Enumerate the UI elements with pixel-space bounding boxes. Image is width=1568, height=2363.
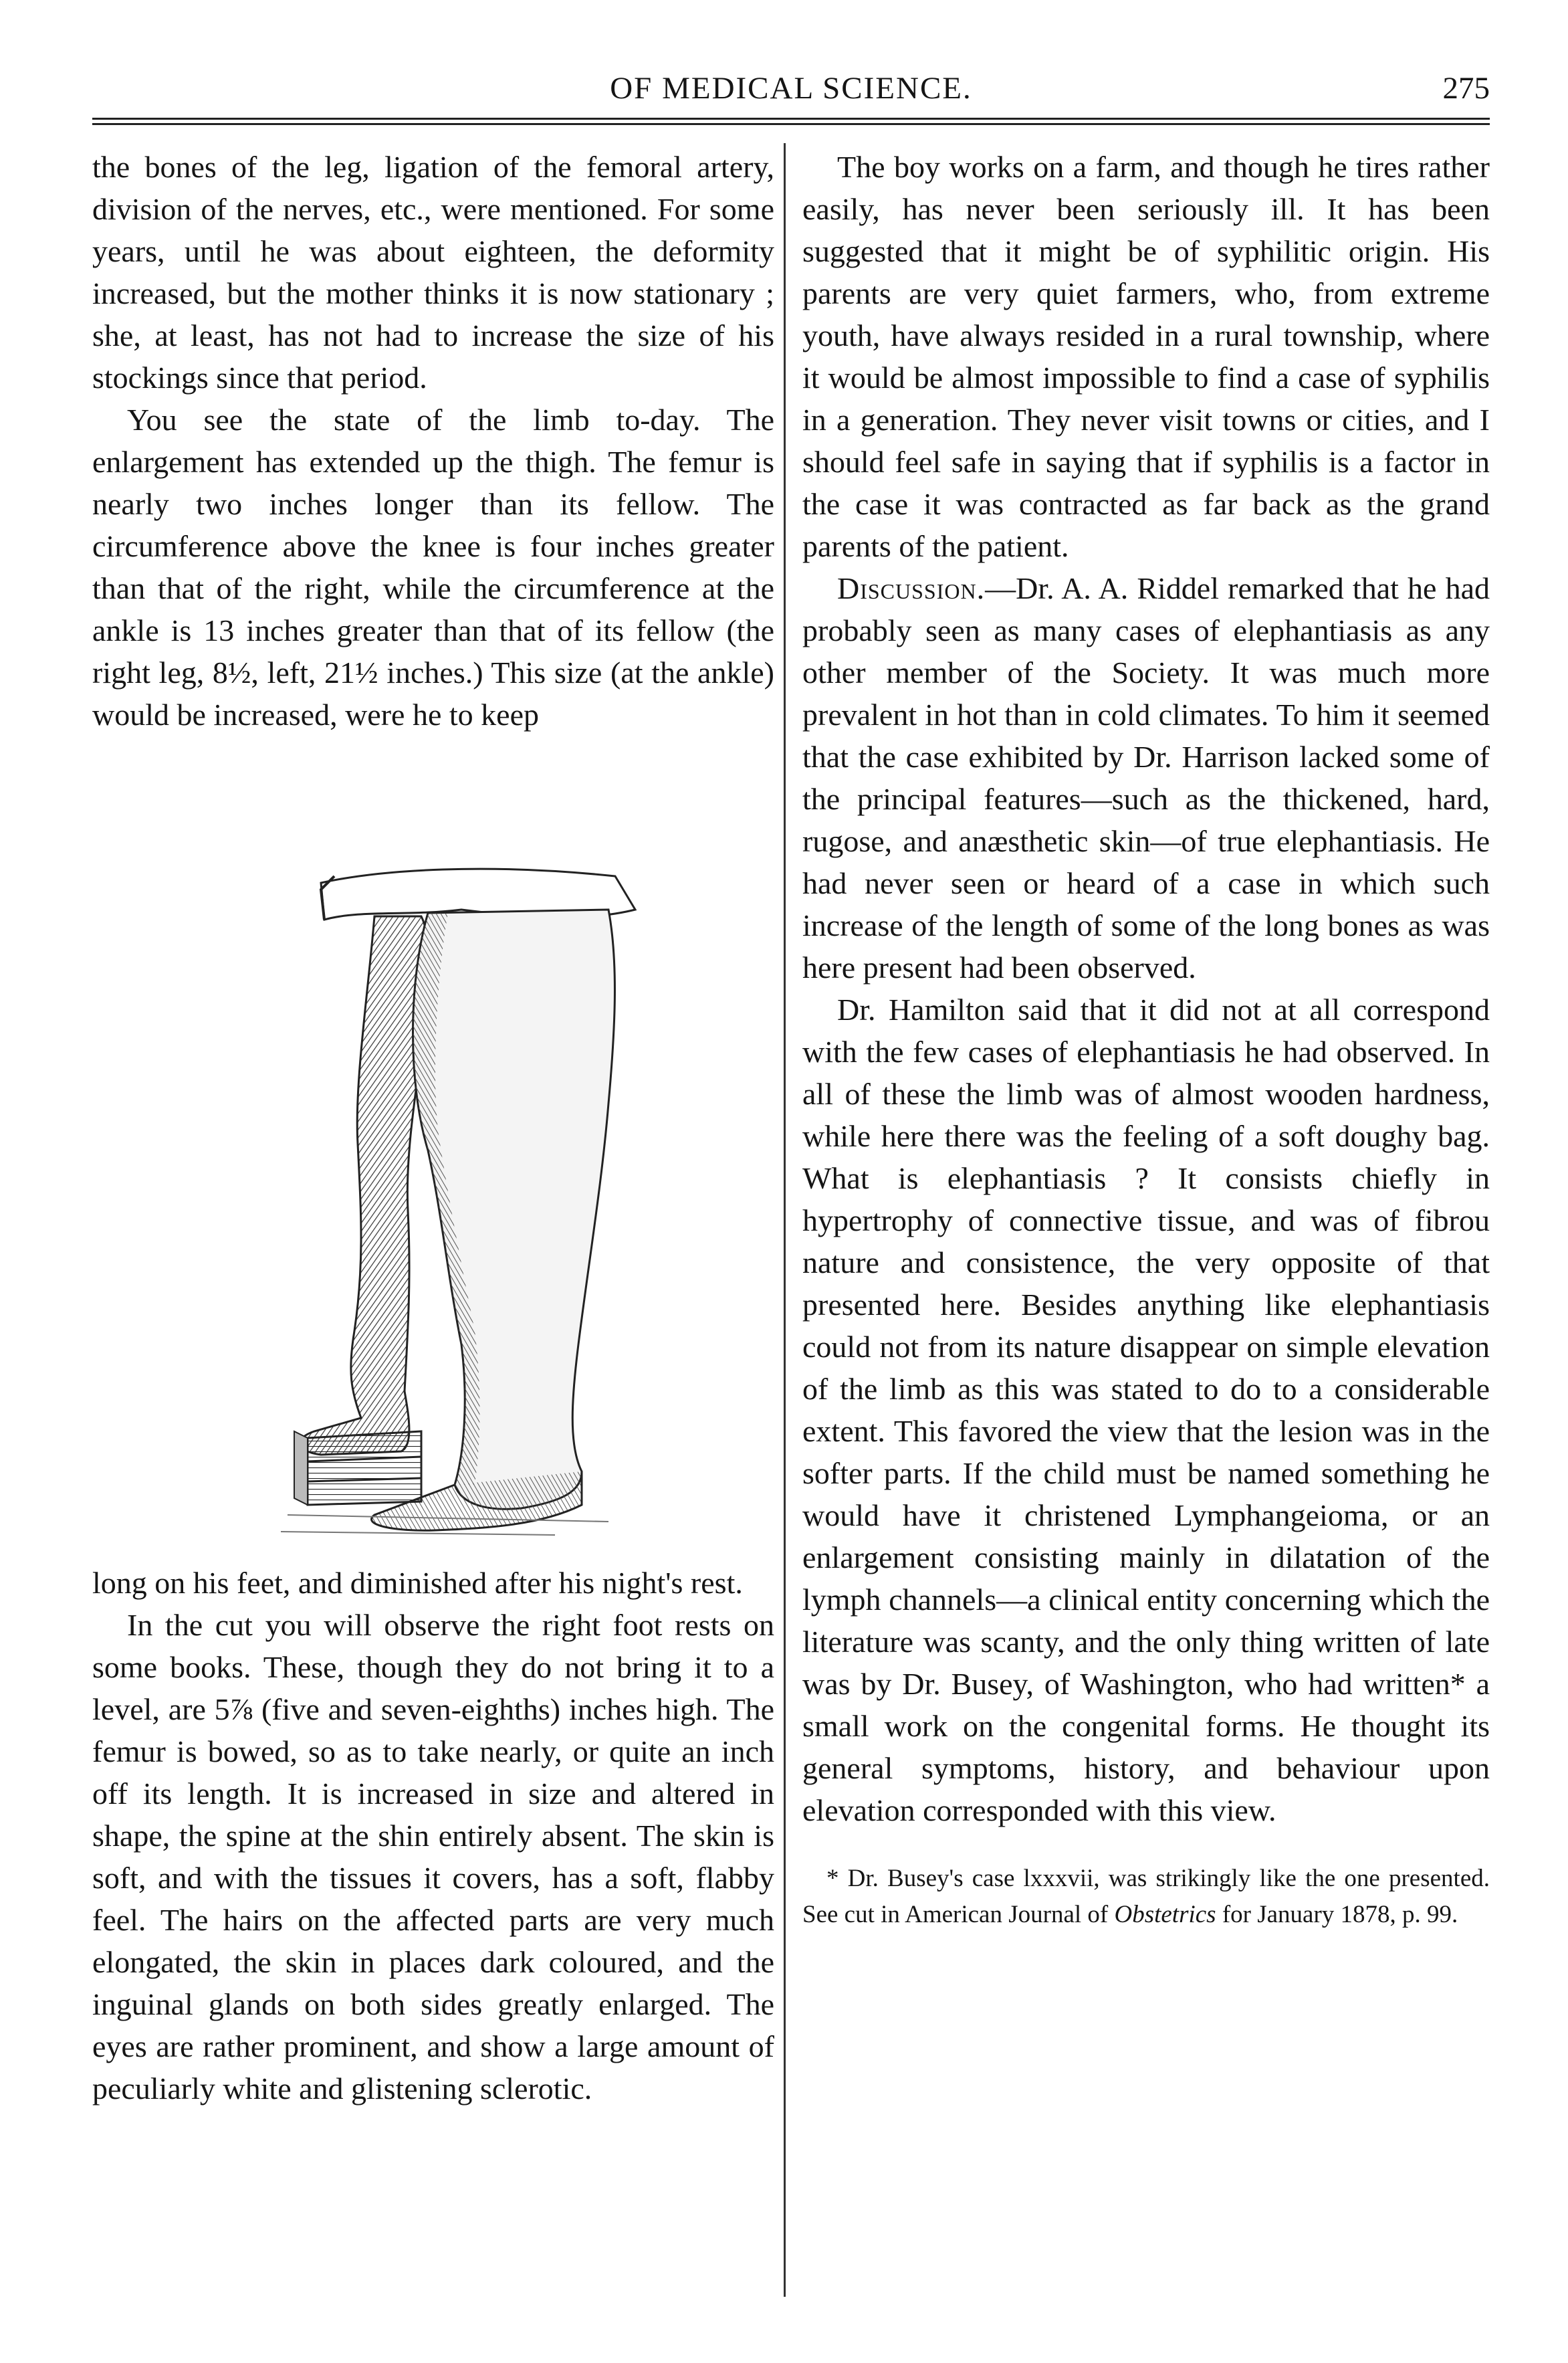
paragraph: Dr. Hamilton said that it did not at all correspond with the few cases of elephantiasis he had observed. In all of these the limb was of almost wooden hardness, while here there was the feeling of a soft doughy bag. What is elephantiasis ? It consists chiefly in hypertrophy of connective tissue, and was of fibrou nature and consistence, the very opposite of that presented here. Besides anything like elephantiasis could not from its nature disappear on simple elevation of the limb as this was stated to do to a considerable extent. This favored the view that the lesion was in the softer parts. If the child must be named something he would have it christened Lymphangeioma, or an enlargement consisting mainly in dilatation of the lymph channels—a clinical entity concerning which the literature was scanty, and the only thing written of late was by Dr. Busey, of Washington, who had written* a small work on the congenital forms. He thought its general symptoms, history, and behaviour upon elevation corresponded with this view. (802, 993, 1490, 1827)
running-title: OF MEDICAL SCIENCE. (610, 71, 972, 106)
paragraph: long on his feet, and diminished after his night's rest. (92, 1566, 743, 1600)
paragraph: The boy works on a farm, and though he tires rather easily, has never been seriously ill. It has been suggested that it might be of syphilitic origin. His parents are very quiet farmers, who, from extreme youth, have always resided in a rural township, where it would be almost impossible to find a case of syphilis in a generation. They never visit towns or cities, and I should feel safe in saying that if syphilis is a factor in the case it was contracted as far back as the grand parents of the patient. (802, 150, 1490, 563)
header-double-rule (92, 118, 1490, 125)
discussion-paragraph (802, 567, 1490, 989)
right-column (802, 146, 1490, 1933)
page-number: 275 (1442, 71, 1490, 106)
footnote-tail: for January 1878, p. 99. (1216, 1901, 1458, 1928)
running-head (92, 62, 1490, 115)
discussion-text: —Dr. A. A. Riddel remarked that he had probably seen as many cases of elephantiasis as any other member of the Society. It was much more prevalent in hot than in cold climates. To him it seemed that the case exhibited by Dr. Harrison lacked some of the principal features—such as the thickened, hard, rugose, and anæsthetic skin—of true elephantiasis. He had never seen or heard of a case in which such increase of the length of some of the long bones as was here present had been observed. (802, 571, 1490, 985)
column-divider (784, 143, 786, 2297)
discussion-label: Discussion. (837, 571, 986, 605)
footnote-text: * Dr. Busey's case lxxxvii, was strikingly like the one presented. See cut in American Journal of (802, 1865, 1490, 1928)
footnote-journal: Obstetrics (1114, 1901, 1216, 1928)
paragraph: In the cut you will observe the right foot rests on some books. These, though they do not bring it to a level, are 5⅞ (five and seven-eighths) inches high. The femur is bowed, so as to take nearly, or quite an inch off its length. It is increased in size and altered in shape, the spine at the shin entirely absent. The skin is soft, and with the tissues it covers, has a soft, flabby feel. The hairs on the affected parts are very much elongated, the skin in places dark coloured, and the inguinal glands on both sides greatly enlarged. The eyes are rather prominent, and show a large amount of peculiarly white and glistening sclerotic. (92, 1608, 774, 2105)
footnote (802, 1861, 1490, 1933)
leg-engraving-image (207, 863, 722, 1545)
leg-engraving-figure (207, 863, 722, 1545)
left-column-top (92, 146, 774, 736)
paragraph: You see the state of the limb to-day. The enlargement has extended up the thigh. The femur is nearly two inches longer than its fellow. The circumference above the knee is four inches greater than that of the right, while the circumference at the ankle is 13 inches greater than that of its fellow (the right leg, 8½, left, 21½ inches.) This size (at the ankle) would be increased, were he to keep (92, 403, 774, 732)
left-column-bottom (92, 1562, 774, 2110)
paragraph: the bones of the leg, ligation of the femoral artery, division of the nerves, etc., were mentioned. For some years, until he was about eighteen, the deformity increased, but the mother thinks it is now stationary ; she, at least, has not had to increase the size of his stockings since that period. (92, 150, 774, 395)
